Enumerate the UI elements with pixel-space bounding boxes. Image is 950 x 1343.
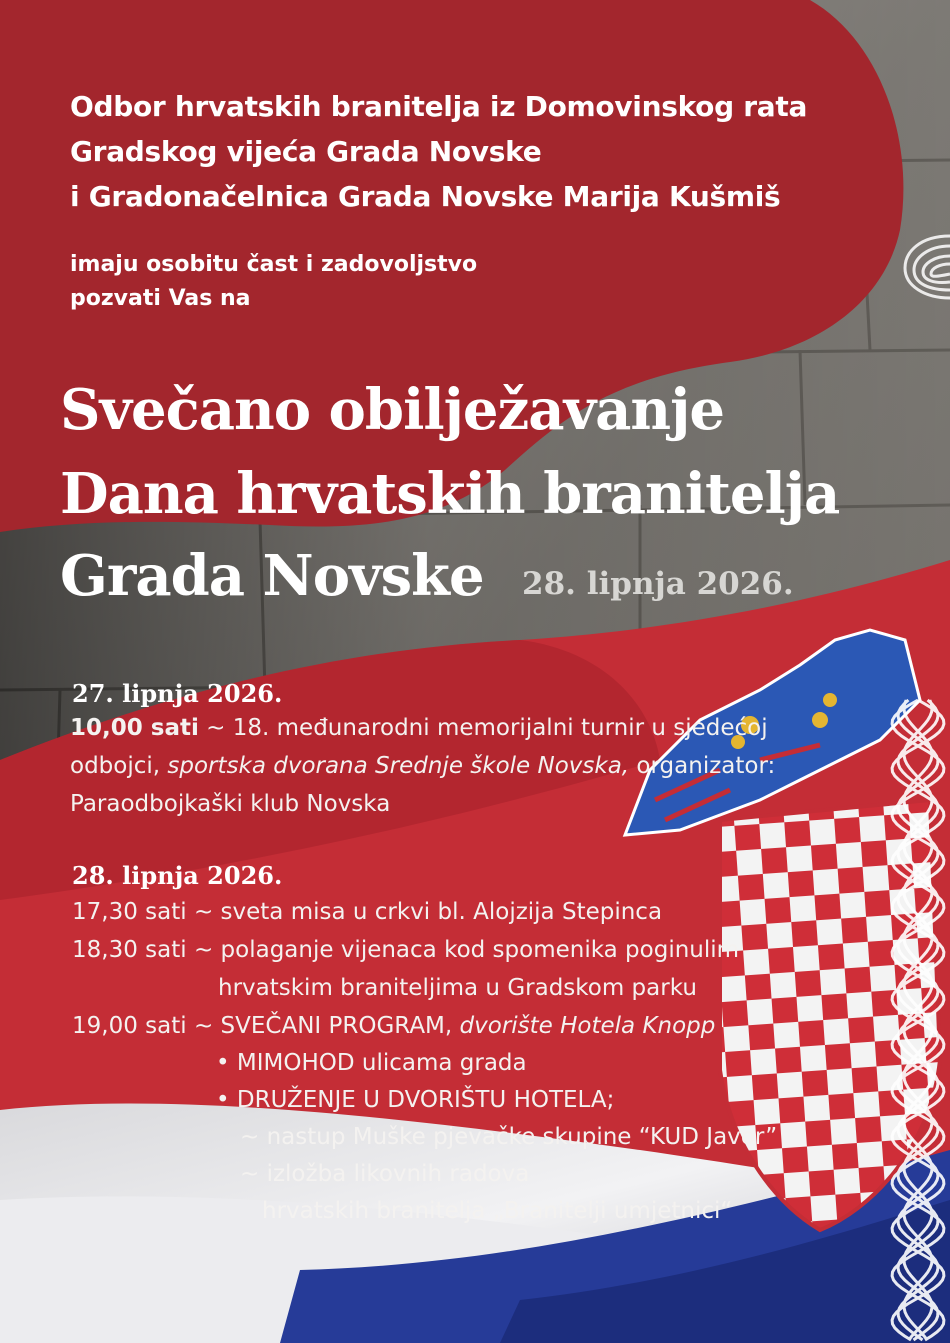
day1-line-1-text: ~ 18. međunarodni memorijalni turnir u sjedećoj [198,715,768,741]
day2-bullet-2: • DRUŽENJE U DVORIŠTU HOTELA; [216,1087,615,1113]
day1-date: 27. lipnja 2026. [72,679,283,708]
event-title-line-2: Dana hrvatskih branitelja [60,461,840,527]
event-title-line-1: Svečano obilježavanje [60,377,725,443]
day2-line-3: hrvatskim braniteljima u Gradskom parku [218,975,697,1001]
organizer-line-2: Gradskog vijeća Grada Novske [70,135,542,168]
day1-line-2-pre: odbojci, [70,753,168,779]
event-title-line-3: Grada Novske [60,543,484,609]
day1-venue: sportska dvorana Srednje škole Novska, [167,753,630,779]
day2-line-2: 18,30 sati ~ polaganje vijenaca kod spomenika poginulim [72,937,740,963]
organizer-line-1: Odbor hrvatskih branitelja iz Domovinskog rata [70,90,808,123]
day2-sub-1: ~ nastup Muške pjevačke skupine “KUD Javor” [240,1124,778,1150]
day2-date: 28. lipnja 2026. [72,861,283,890]
invitation-line-2: pozvati Vas na [70,286,251,311]
day1-line-2 [70,747,775,785]
day1-time: 10,00 sati [70,715,199,741]
day2-line-4 [72,1007,715,1045]
day2-sub-3: hrvatskih branitelja „Branitelji umjetnici“ [262,1198,733,1224]
day2-line-4-venue: dvorište Hotela Knopp [459,1013,716,1039]
day1-line-2-post: organizator: [629,753,776,779]
day1-line-3: Paraodbojkaški klub Novska [70,791,391,817]
day2-bullet-1: • MIMOHOD ulicama grada [216,1050,527,1076]
day2-sub-2: ~ izložba likovnih radova [240,1161,530,1187]
event-date: 28. lipnja 2026. [522,566,794,602]
day2-line-4-pre: 19,00 sati ~ SVEČANI PROGRAM, [72,1013,460,1039]
organizer-line-3: i Gradonačelnica Grada Novske Marija Kušmiš [70,180,781,213]
invitation-line-1: imaju osobitu čast i zadovoljstvo [70,252,478,277]
day2-line-1: 17,30 sati ~ sveta misa u crkvi bl. Alojzija Stepinca [72,899,663,925]
day1-line-1 [70,709,768,747]
